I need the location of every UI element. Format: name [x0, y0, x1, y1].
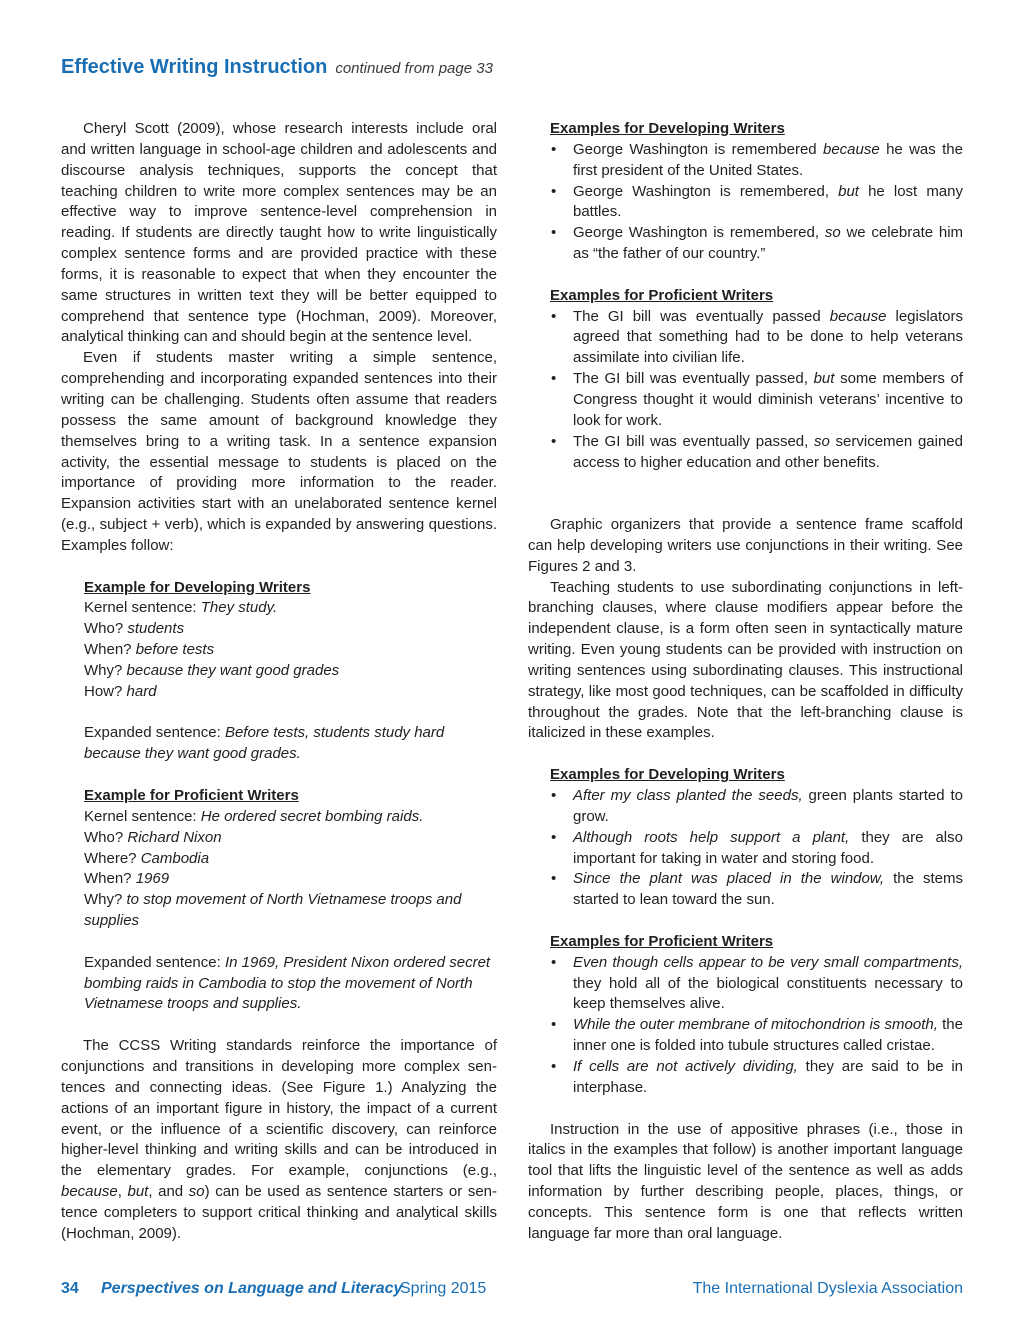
- examples-heading: Examples for Developing Writers: [550, 120, 785, 137]
- examples-list: [528, 140, 963, 265]
- paragraph: Even if students master writing a simple sentence, comprehending and incorporating expanded sentences into their writing can be challenging. Students often assume that readers possess the same amount of background knowledge they themselves bring to a writing task. In a sentence expansion activity, the essential message to students is placed on the importance of providing more information to the reader. Expansion activities start with an unelaborated sentence kernel (e.g., subject + verb), which is expanded by answering questions. Examples follow:: [61, 349, 497, 554]
- article-title: Effective Writing Instruction: [61, 56, 328, 78]
- question-line: When? 1969: [84, 870, 170, 888]
- paragraph: Graphic organizers that provide a sentence frame scaffold can help developing writers use conjunctions in their writing. See Figures 2 and 3.: [528, 516, 963, 575]
- kernel-line: Kernel sentence: He ordered secret bombing raids.: [84, 807, 424, 825]
- question-line: Where? Cambodia: [84, 849, 210, 867]
- examples-list: [528, 953, 963, 1099]
- question-line: Who? Richard Nixon: [84, 828, 222, 846]
- question-line: Who? students: [84, 620, 185, 638]
- examples-list: [528, 786, 963, 911]
- examples-heading: Examples for Proficient Writers: [550, 286, 774, 304]
- question-line: Why? because they want good grades: [84, 661, 340, 679]
- organization-name: The International Dyslexia Association: [692, 1280, 963, 1297]
- list-item: • Although roots help support a plant, they are also important for taking in water and storing food.: [573, 828, 963, 870]
- list-item: • The GI bill was eventually passed, but some members of Congress thought it would diminish veterans’ incentive to look for work.: [573, 369, 963, 432]
- list-item: • If cells are not actively dividing, they are said to be in interphase.: [573, 1057, 963, 1099]
- list-item: • While the outer membrane of mitochondrion is smooth, the inner one is folded into tubule structures called cristae.: [573, 1015, 963, 1057]
- list-item: • George Washington is remembered, but he lost many battles.: [573, 182, 963, 224]
- question-line: When? before tests: [84, 641, 215, 659]
- list-item: • Even though cells appear to be very small compartments, they hold all of the biological constituents necessary to keep themselves alive.: [573, 953, 963, 1016]
- examples-list: [528, 307, 963, 474]
- page-footer: [0, 1280, 1024, 1302]
- expanded-line: Expanded sentence: In 1969, President Nixon ordered secret bombing raids in Cambodia to stop the movement of North Vietnamese troops and supplies.: [84, 953, 491, 1013]
- paragraph: Cheryl Scott (2009), whose research interests include oral and written language in school-age children and adolescents and discourse analysis techniques, supports the concept that teaching children to write more complex sentences may be an effective way to improve sentence-level comprehension in reading. If students are directly taught how to write linguistically complex sentence forms and are provided practice with these forms, it is reasonable to expect that when they encounter the same structures in written text they will be better equipped to comprehend that sentence type (Hochman, 2009). Moreover, analytical thinking can and should begin at the sentence level.: [61, 120, 497, 346]
- list-item: • After my class planted the seeds, green plants started to grow.: [573, 786, 963, 828]
- example-heading: Example for Proficient Writers: [84, 787, 299, 804]
- kernel-line: Kernel sentence: They study.: [84, 599, 278, 617]
- paragraph: Teaching students to use subordinating conjunctions in left-branching clauses, where clause modifiers appear before the independent clause, is a form often seen in syntactically mature writing. Even young students can be provided with instruction on writing sentences using subordinating clauses. This instructional strategy, like most good techniques, can be scaffolded in difficulty throughout the grades. Note that the left-branching clause is italicized in these examples.: [528, 578, 963, 742]
- examples-heading: Examples for Developing Writers: [550, 766, 785, 784]
- list-item: • Since the plant was placed in the window, the stems started to lean toward the sun.: [573, 869, 963, 911]
- list-item: • George Washington is remembered, so we celebrate him as “the father of our country.”: [573, 223, 963, 265]
- expanded-line: Expanded sentence: Before tests, students study hard because they want good grades.: [84, 724, 445, 763]
- example-developing-writers: [61, 578, 497, 1016]
- right-column: [528, 119, 963, 1245]
- examples-heading: Examples for Proficient Writers: [550, 932, 774, 950]
- list-item: • The GI bill was eventually passed because legislators agreed that something had to be done to help veterans assimilate into civilian life.: [573, 307, 963, 370]
- example-heading: Example for Developing Writers: [84, 578, 311, 596]
- list-item: • George Washington is remembered because he was the first president of the United States.: [573, 140, 963, 182]
- page-number: 34: [61, 1280, 79, 1297]
- paragraph: The CCSS Writing standards reinforce the importance of conjunctions and transitions in developing more complex sentences and connecting ideas. (See Figure 1.) Analyzing the actions of an important figure in history, the impact of a current event, or the influence of a scientific discovery, can reinforce higher-level thinking and writing skills and can be introduced in the elementary grades. For example, conjunctions (e.g., because, but, and so) can be used as sentence starters or sentence completers to support critical thinking and analytical skills (Hochman, 2009).: [61, 1037, 498, 1242]
- continued-note: continued from page 33: [335, 60, 493, 77]
- list-item: • The GI bill was eventually passed, so servicemen gained access to higher education and other benefits.: [573, 432, 963, 474]
- question-line: How? hard: [84, 682, 157, 700]
- left-column: [61, 119, 497, 1245]
- paragraph: Instruction in the use of appositive phrases (i.e., those in italics in the examples that follow) is another important language tool that lifts the linguistic level of the sentence as well as adds information by further describing people, places, things, or concepts. This sentence form is one that reflects written language far more than oral language.: [528, 1120, 963, 1242]
- issue-season: Spring 2015: [400, 1280, 487, 1297]
- publication-title: Perspectives on Language and Literacy: [101, 1280, 403, 1297]
- question-line: Why? to stop movement of North Vietnamese troops and supplies: [84, 891, 462, 930]
- page-header: [61, 56, 493, 79]
